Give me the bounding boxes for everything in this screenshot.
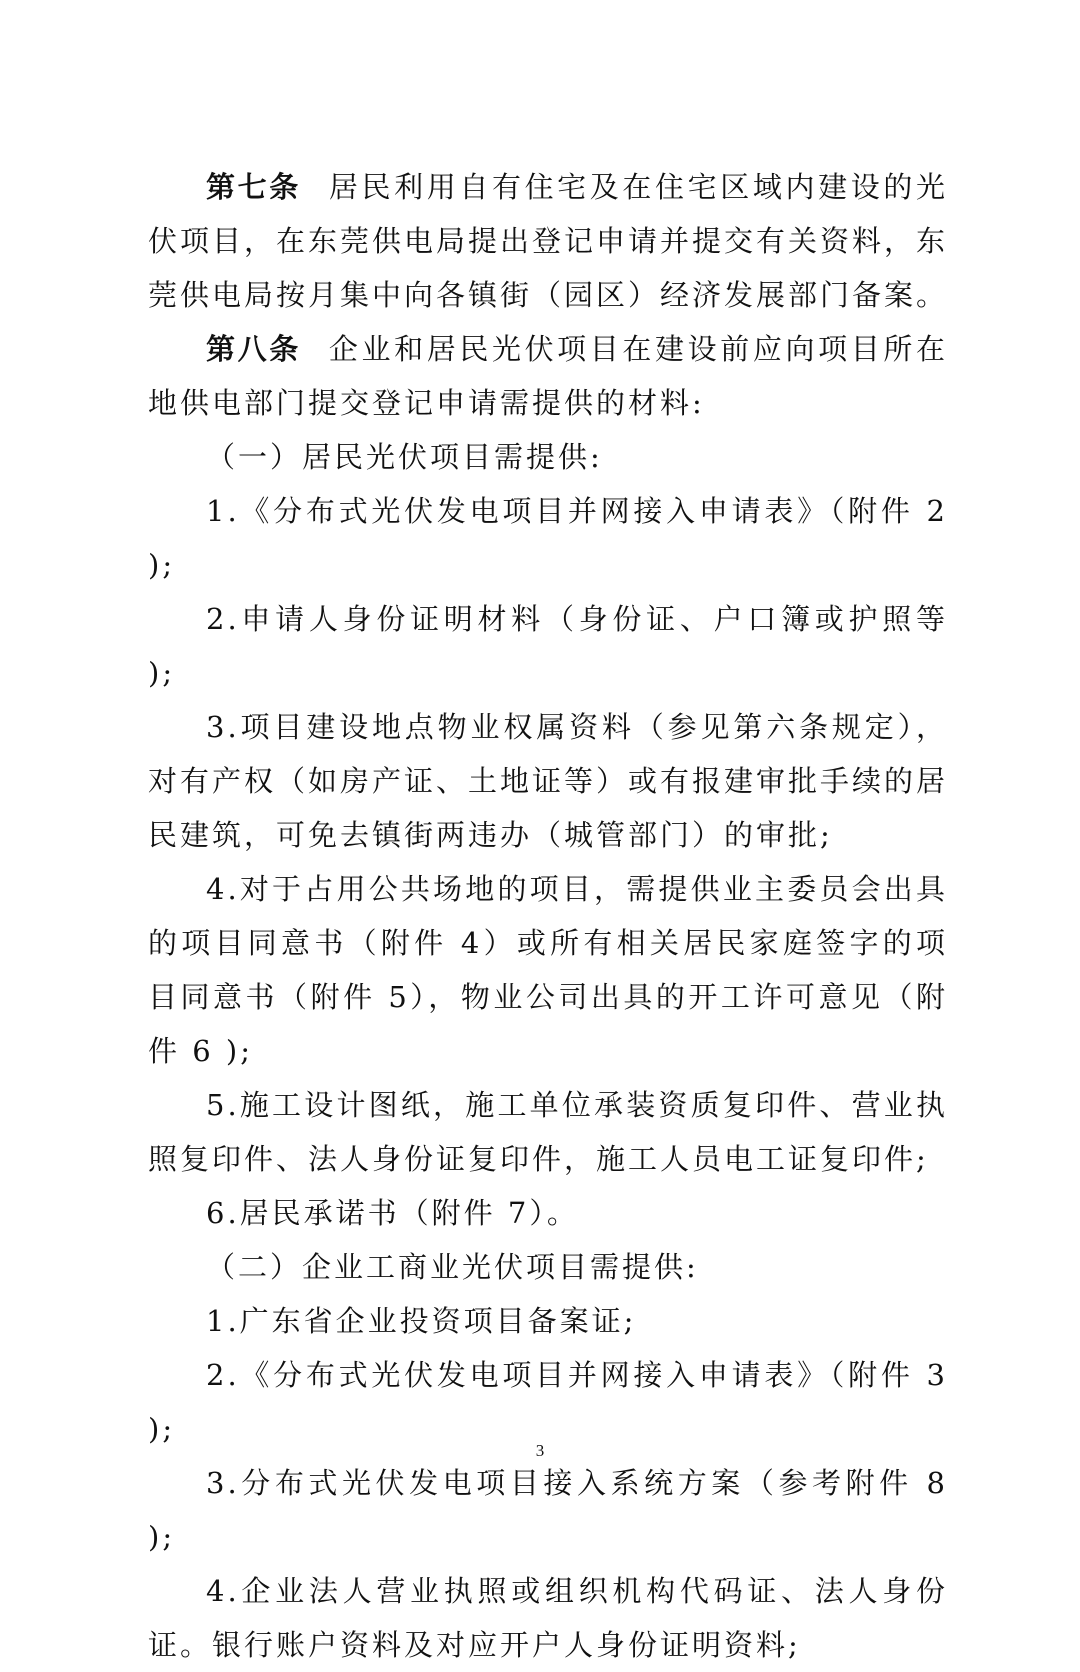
- list-item: 2.申请人身份证明材料（身份证、户口簿或护照等 );: [148, 602, 948, 690]
- list-item: 1.《分布式光伏发电项目并网接入申请表》（附件 2 );: [148, 494, 948, 582]
- page-number: 3: [535, 1441, 545, 1460]
- list-item: 2.《分布式光伏发电项目并网接入申请表》（附件 3 );: [148, 1358, 948, 1446]
- article-text: 企业和居民光伏项目在建设前应向项目所在地供电部门提交登记申请需提供的材料:: [148, 332, 948, 420]
- list-item: 4.对于占用公共场地的项目，需提供业主委员会出具的项目同意书（附件 4）或所有相关居民家庭签字的项目同意书（附件 5），物业公司出具的开工许可意见（附件 6 );: [148, 872, 948, 1068]
- section-heading-residential: （一）居民光伏项目需提供:: [206, 440, 603, 474]
- list-item: 3.分布式光伏发电项目接入系统方案（参考附件 8 );: [148, 1466, 948, 1554]
- article-7-paragraph: [148, 160, 948, 322]
- article-heading: 第七条: [206, 170, 301, 204]
- article-8-paragraph: [148, 322, 948, 430]
- section-heading-enterprise: （二）企业工商业光伏项目需提供:: [206, 1250, 699, 1284]
- article-text: 居民利用自有住宅及在住宅区域内建设的光伏项目，在东莞供电局提出登记申请并提交有关资料，东莞供电局按月集中向各镇街（园区）经济发展部门备案。: [148, 170, 949, 312]
- article-heading: 第八条: [206, 332, 301, 366]
- list-item: 5.施工设计图纸，施工单位承装资质复印件、营业执照复印件、法人身份证复印件，施工人员电工证复印件;: [148, 1088, 948, 1176]
- list-item: 4.企业法人营业执照或组织机构代码证、法人身份证。银行账户资料及对应开户人身份证明资料;: [148, 1574, 948, 1662]
- list-item: 1.广东省企业投资项目备案证;: [206, 1304, 637, 1338]
- list-item: 6.居民承诺书（附件 7）。: [206, 1196, 579, 1230]
- list-item: 3.项目建设地点物业权属资料（参见第六条规定），对有产权（如房产证、土地证等）或有报建审批手续的居民建筑，可免去镇街两违办（城管部门）的审批;: [148, 710, 949, 852]
